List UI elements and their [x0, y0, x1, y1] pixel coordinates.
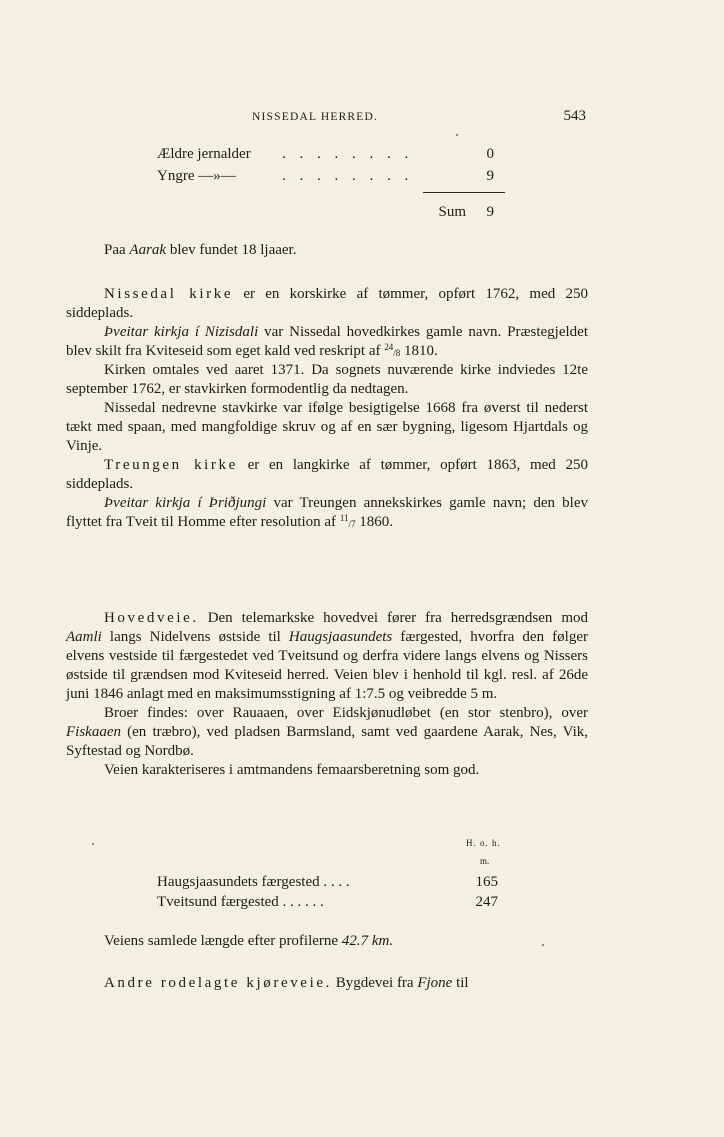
height-label: Tveitsund færgested . . . . . .: [157, 894, 324, 910]
finds-table: [157, 146, 502, 220]
height-value: 247: [475, 894, 498, 910]
height-row: [157, 874, 502, 894]
paragraph: Kirken omtales ved aaret 1371. Da sognets nuværende kirke indviedes 12te september 1762, er stavkirken formodentlig da nedtagen.: [66, 362, 588, 397]
text-run: var Treungen annekskirkes gamle navn; den blev flyttet fra Tveit til Homme efter resolution af: [66, 495, 588, 530]
text-run: Veiens samlede længde efter profilerne: [104, 933, 342, 949]
leader-dots: . . . . . . . .: [282, 146, 414, 162]
print-speck: [92, 843, 94, 845]
paragraph-old-name: [66, 323, 588, 361]
date-subscript: /7: [348, 519, 356, 529]
date-superscript: 24: [384, 342, 394, 352]
total-length: [66, 932, 588, 951]
text-run: Paa: [104, 242, 130, 258]
page-number: 543: [563, 108, 586, 124]
sum-label: Sum: [438, 204, 466, 220]
paragraph: Veien karakteriseres i amtmandens femaarsberetning som god.: [104, 762, 480, 778]
text-run: var Nissedal hovedkirkes gamle navn. Præstegjeldet blev skilt fra Kviteseid som eget kald ved reskript af: [66, 324, 588, 359]
finds-row-younger: [157, 168, 502, 190]
height-row: [157, 894, 502, 914]
finds-value: 9: [486, 168, 494, 184]
churches-section: [66, 285, 588, 532]
finds-sum-row: [157, 204, 502, 226]
finds-label: Ældre jernalder: [157, 146, 251, 162]
place-name: Fjone: [417, 975, 453, 991]
sum-rule: [423, 192, 505, 193]
text-run: (en træbro), ved pladsen Barmsland, samt ved gaardene Aarak, Nes, Vik, Syftestad og Nordbø.: [66, 724, 588, 759]
spaced-heading: Andre rodelagte kjøreveie.: [104, 975, 332, 991]
text-run: er en langkirke af tømmer, opført 1863, med 250 siddeplads.: [66, 457, 588, 492]
print-speck: [456, 134, 458, 136]
text-run: færgested, hvorfra den følger elvens vestside til færgestedet ved Tveitsund og derfra videre langs elvens og Nissers østside til grændsen mod Kviteseid herred. Veien blev i henhold til kgl. resl. af 26de juni 1846 anlagt med en maksimumsstigning af 1:7.5 og veibredde 5 m.: [66, 629, 588, 702]
text-run: Broer findes: over Rauaaen, over Eidskjønudløbet (en stor stenbro), over: [104, 705, 588, 721]
text-run: er en korskirke af tømmer, opført 1762, med 250 siddeplads.: [66, 286, 588, 321]
spaced-heading: Nissedal kirke: [104, 286, 234, 302]
total-value: 42.7 km.: [341, 933, 394, 949]
height-unit: m.: [480, 856, 490, 866]
place-name: Fiskaaen: [66, 724, 121, 740]
date-subscript: /8: [393, 348, 401, 358]
paragraph-old-name: [66, 494, 588, 532]
finds-label: Yngre —»—: [157, 168, 236, 184]
paragraph: [66, 241, 588, 260]
old-name: Þveitar kirkja í Þriðjungi: [104, 495, 267, 511]
text-run: Bygdevei fra: [331, 975, 418, 991]
roads-section: [66, 609, 588, 780]
paragraph-treungen-church: [66, 456, 588, 494]
finds-value: 0: [486, 146, 494, 162]
height-column-header: H. o. h.: [466, 838, 501, 848]
sum-value: 9: [486, 204, 494, 220]
text-run: 1860.: [355, 514, 393, 530]
paragraph-nissedal-church: [66, 285, 588, 323]
paragraph-main-roads: [66, 609, 588, 704]
spaced-heading: Treungen kirke: [104, 457, 238, 473]
place-name: Aamli: [66, 629, 102, 645]
spaced-heading: Hovedveie.: [104, 610, 199, 626]
leader-dots: . . . . . . . .: [282, 168, 414, 184]
running-title: NISSEDAL HERRED.: [252, 111, 379, 123]
text-run: til: [452, 975, 469, 991]
height-value: 165: [475, 874, 498, 890]
paragraph: Nissedal nedrevne stavkirke var ifølge besigtigelse 1668 fra øverst til nederst tækt med spaan, med mangfoldige skruv og af en sær bygning, ligesom Hjartdals og Vinje.: [66, 400, 588, 454]
old-name: Þveitar kirkja í Nizisdali: [104, 324, 259, 340]
text-run: 1810.: [400, 343, 438, 359]
text-run: blev fundet 18 ljaaer.: [166, 242, 297, 258]
aarak-paragraph: [66, 241, 588, 260]
print-speck: [542, 944, 544, 946]
text-run: Den telemarkske hovedvei fører fra herredsgrændsen mod: [198, 610, 588, 626]
paragraph-bridges: [66, 704, 588, 761]
paragraph: [66, 974, 588, 993]
page-header: [66, 108, 586, 130]
height-label: Haugsjaasundets færgested . . . .: [157, 874, 350, 890]
place-name: Haugsjaasundets: [288, 629, 393, 645]
other-roads: [66, 974, 588, 993]
place-name: Aarak: [129, 242, 167, 258]
paragraph: [66, 932, 588, 951]
finds-row-older: [157, 146, 502, 168]
text-run: langs Nidelvens østside til: [101, 629, 289, 645]
date-superscript: 11: [339, 513, 349, 523]
height-table: [157, 874, 502, 914]
